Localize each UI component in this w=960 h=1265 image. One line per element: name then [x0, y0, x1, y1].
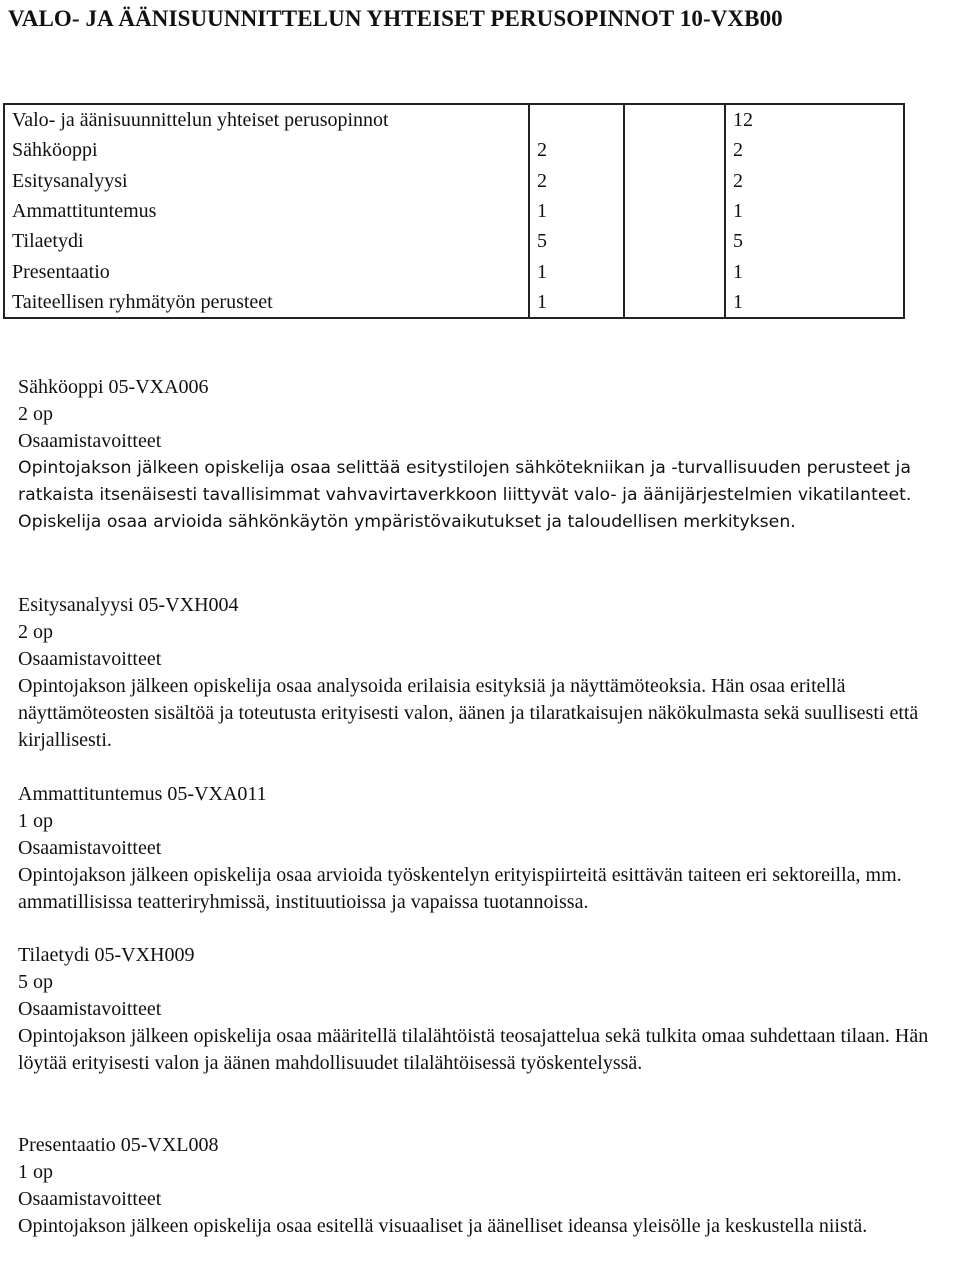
learning-outcomes-heading: Osaamistavoitteet: [18, 837, 162, 859]
table-cell-credits: 1: [529, 196, 624, 226]
table-cell-course-name: Esitysanalyysi: [4, 166, 529, 196]
table-row: [4, 256, 904, 286]
table-row: [4, 196, 904, 226]
course-title: Ammattituntemus 05-VXA011: [18, 783, 267, 805]
table-cell-total: 2: [733, 169, 743, 192]
course-credits: 1 op: [18, 1161, 53, 1183]
table-cell-credits: 1: [529, 256, 624, 286]
course-credits: 2 op: [18, 403, 53, 425]
table-cell-empty: [624, 104, 725, 135]
course-title: Esitysanalyysi 05-VXH004: [18, 594, 239, 616]
page-title: VALO- JA ÄÄNISUUNNITTELUN YHTEISET PERUSOPINNOT 10-VXB00: [8, 6, 783, 31]
course-title: Tilaetydi 05-VXH009: [18, 944, 195, 966]
table-cell-empty: [624, 226, 725, 256]
table-cell-credits: 5: [529, 226, 624, 256]
course-description: Opintojakson jälkeen opiskelija osaa määritellä tilalähtöistä teosajattelua sekä tulkita omaa suhdettaan tilaan. Hän löytää erityisesti valon ja äänen mahdollisuudet tilalähtöisessä työskentelyssä.: [18, 1025, 929, 1074]
table-cell-total: 1: [733, 200, 743, 223]
course-title: Sähköoppi 05-VXA006: [18, 376, 209, 398]
learning-outcomes-heading: Osaamistavoitteet: [18, 1188, 162, 1210]
table-cell-course-name: Ammattituntemus: [4, 196, 529, 226]
course-description: Opintojakson jälkeen opiskelija osaa analysoida erilaisia esityksiä ja näyttämöteoksia. Hän osaa eritellä näyttämöteosten sisältöä ja toteutusta erityisesti valon, äänen ja tilaratkaisujen näkökulmasta sekä suullisesti että kirjallisesti.: [18, 675, 919, 751]
table-cell-course-name: Sähköoppi: [4, 135, 529, 165]
table-cell-empty: [624, 256, 725, 286]
course-section-tilaetydi: [18, 942, 960, 1077]
learning-outcomes-heading: Osaamistavoitteet: [18, 648, 162, 670]
course-credits: 5 op: [18, 971, 53, 993]
table-row: [4, 226, 904, 256]
table-cell-credits: [529, 104, 624, 135]
table-cell-credits: 1: [529, 287, 624, 318]
table-cell-credits: 2: [529, 135, 624, 165]
table-cell-course-name: Valo- ja äänisuunnittelun yhteiset perusopinnot: [4, 104, 529, 135]
table-cell-credits: 2: [529, 166, 624, 196]
table-cell-empty: [624, 166, 725, 196]
table-cell-total: 12: [733, 109, 753, 132]
course-credits: 1 op: [18, 810, 53, 832]
course-description: Opintojakson jälkeen opiskelija osaa selittää esitystilojen sähkötekniikan ja -turvallisuuden perusteet ja ratkaista itsenäisesti tavallisimmat vahvavirtaverkkoon liittyvät valo- ja äänijärjestelmien vikatilanteet. Opiskelija osaa arvioida sähkönkäytön ympäristövaikutukset ja taloudellisen merkityksen.: [18, 458, 912, 532]
course-section-sahkooppi: [18, 374, 960, 536]
table-cell-total: 1: [733, 260, 743, 283]
table-row: [4, 135, 904, 165]
table-row: [4, 166, 904, 196]
course-description: Opintojakson jälkeen opiskelija osaa esitellä visuaaliset ja äänelliset ideansa yleisölle ja keskustella niistä.: [18, 1215, 868, 1237]
course-section-esitysanalyysi: [18, 592, 960, 754]
table-cell-total: 2: [733, 139, 743, 162]
course-description: Opintojakson jälkeen opiskelija osaa arvioida työskentelyn erityispiirteitä esittävän taiteen eri sektoreilla, mm. ammatillisissa teatteriryhmissä, instituutioissa ja vapaissa tuotannoissa.: [18, 864, 902, 913]
course-credits: 2 op: [18, 621, 53, 643]
course-section-presentaatio: [18, 1132, 960, 1240]
learning-outcomes-heading: Osaamistavoitteet: [18, 998, 162, 1020]
table-cell-course-name: Presentaatio: [4, 256, 529, 286]
table-cell-total: 1: [733, 290, 743, 313]
credits-summary-table: [3, 103, 905, 319]
table-cell-course-name: Taiteellisen ryhmätyön perusteet: [4, 287, 529, 318]
table-row: [4, 104, 904, 135]
table-row: [4, 287, 904, 318]
table-cell-course-name: Tilaetydi: [4, 226, 529, 256]
table-cell-empty: [624, 196, 725, 226]
table-cell-empty: [624, 135, 725, 165]
course-section-ammattituntemus: [18, 781, 960, 916]
table-cell-total: 5: [733, 230, 743, 253]
table-cell-empty: [624, 287, 725, 318]
learning-outcomes-heading: Osaamistavoitteet: [18, 430, 162, 452]
course-title: Presentaatio 05-VXL008: [18, 1134, 219, 1156]
